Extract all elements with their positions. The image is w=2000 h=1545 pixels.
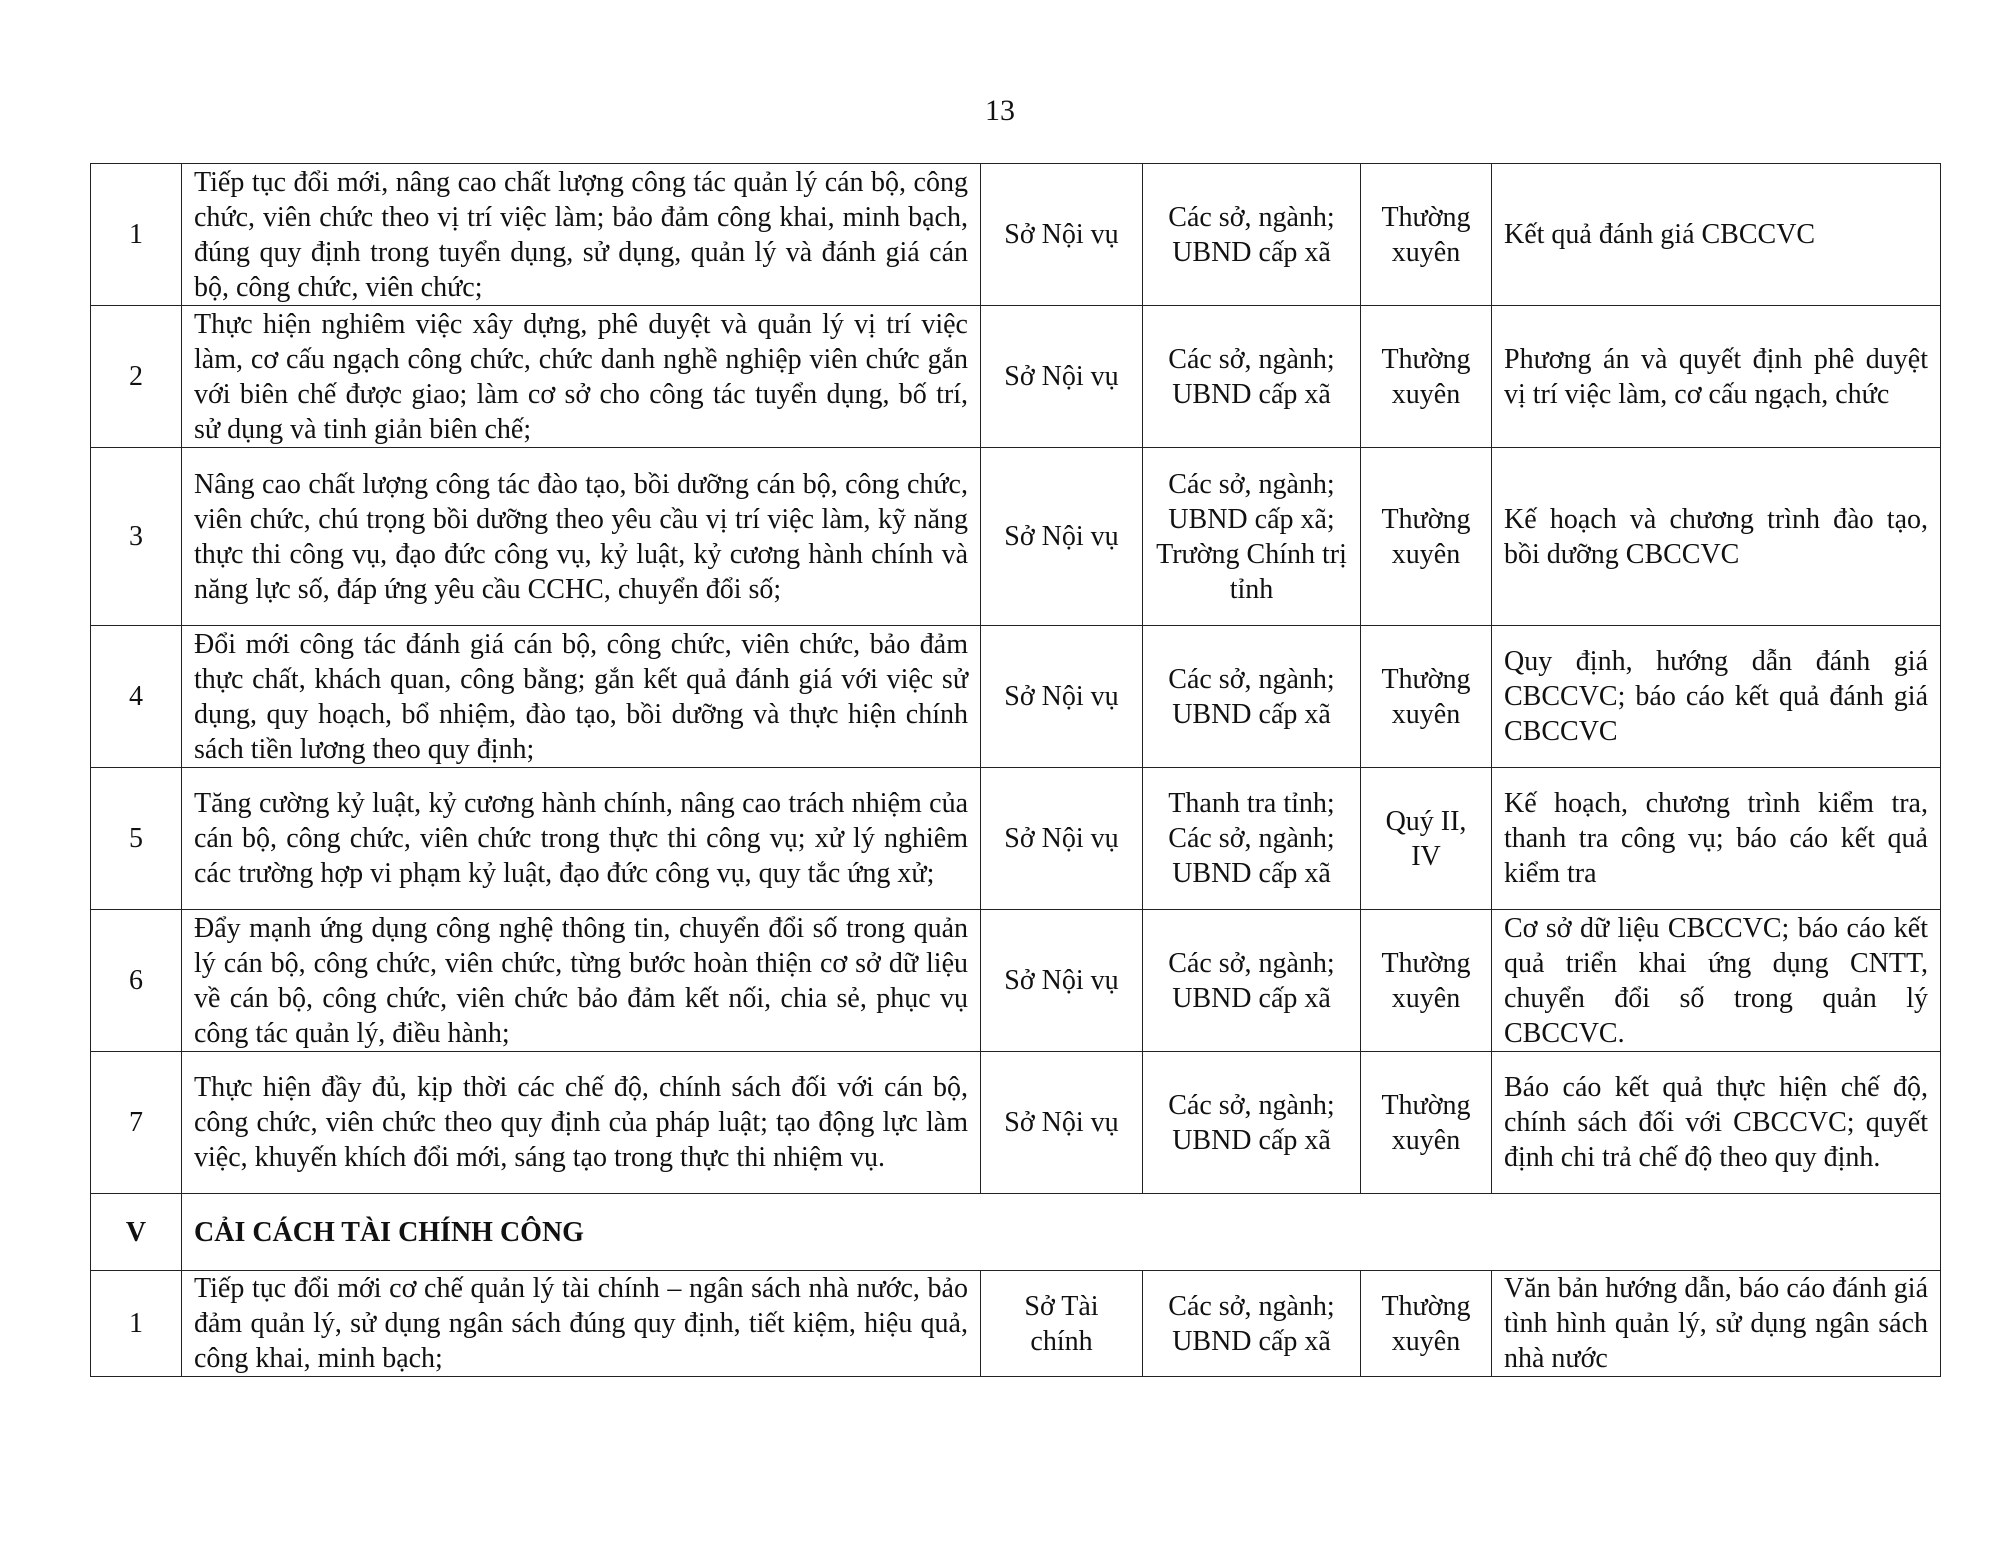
row-number: 3: [91, 448, 182, 626]
task-description: Thực hiện đầy đủ, kịp thời các chế độ, chính sách đối với cán bộ, công chức, viên chức theo quy định của pháp luật; tạo động lực làm việc, khuyến khích đổi mới, sáng tạo trong thực thi nhiệm vụ.: [182, 1052, 981, 1194]
task-description: Tăng cường kỷ luật, kỷ cương hành chính, nâng cao trách nhiệm của cán bộ, công chức, viên chức trong thực thi công vụ; xử lý nghiêm các trường hợp vi phạm kỷ luật, đạo đức công vụ, quy tắc ứng xử;: [182, 768, 981, 910]
coordinating-agency: Các sở, ngành; UBND cấp xã: [1143, 1052, 1361, 1194]
coordinating-agency: Các sở, ngành; UBND cấp xã: [1143, 164, 1361, 306]
timeline: Thường xuyên: [1361, 1052, 1492, 1194]
task-description: Đẩy mạnh ứng dụng công nghệ thông tin, chuyển đổi số trong quản lý cán bộ, công chức, viên chức, từng bước hoàn thiện cơ sở dữ liệu về cán bộ, công chức, viên chức bảo đảm kết nối, chia sẻ, phục vụ công tác quản lý, điều hành;: [182, 910, 981, 1052]
timeline: Thường xuyên: [1361, 306, 1492, 448]
lead-agency: Sở Tài chính: [981, 1271, 1143, 1377]
row-number: 7: [91, 1052, 182, 1194]
page-number: 13: [985, 94, 1015, 127]
task-description: Nâng cao chất lượng công tác đào tạo, bồi dưỡng cán bộ, công chức, viên chức, chú trọng bồi dưỡng theo yêu cầu vị trí việc làm, kỹ năng thực thi công vụ, đạo đức công vụ, kỷ luật, kỷ cương hành chính và năng lực số, đáp ứng yêu cầu CCHC, chuyển đổi số;: [182, 448, 981, 626]
row-number: 2: [91, 306, 182, 448]
lead-agency: Sở Nội vụ: [981, 626, 1143, 768]
timeline: Thường xuyên: [1361, 164, 1492, 306]
timeline: Thường xuyên: [1361, 910, 1492, 1052]
section-header-row: [91, 1194, 1941, 1271]
coordinating-agency: Các sở, ngành; UBND cấp xã: [1143, 306, 1361, 448]
timeline: Thường xuyên: [1361, 626, 1492, 768]
coordinating-agency: Các sở, ngành; UBND cấp xã: [1143, 1271, 1361, 1377]
task-description: Thực hiện nghiêm việc xây dựng, phê duyệt và quản lý vị trí việc làm, cơ cấu ngạch công chức, chức danh nghề nghiệp viên chức gắn với biên chế được giao; làm cơ sở cho công tác tuyển dụng, bố trí, sử dụng và tinh giản biên chế;: [182, 306, 981, 448]
task-description: Tiếp tục đổi mới, nâng cao chất lượng công tác quản lý cán bộ, công chức, viên chức theo vị trí việc làm; bảo đảm công khai, minh bạch, đúng quy định trong tuyển dụng, sử dụng, quản lý và đánh giá cán bộ, công chức, viên chức;: [182, 164, 981, 306]
table-row: [91, 768, 1941, 910]
timeline: Thường xuyên: [1361, 448, 1492, 626]
table-row: [91, 626, 1941, 768]
expected-result: Báo cáo kết quả thực hiện chế độ, chính sách đối với CBCCVC; quyết định chi trả chế độ theo quy định.: [1492, 1052, 1941, 1194]
lead-agency: Sở Nội vụ: [981, 768, 1143, 910]
lead-agency: Sở Nội vụ: [981, 910, 1143, 1052]
row-number: 5: [91, 768, 182, 910]
timeline: Thường xuyên: [1361, 1271, 1492, 1377]
row-number: 4: [91, 626, 182, 768]
timeline: Quý II, IV: [1361, 768, 1492, 910]
lead-agency: Sở Nội vụ: [981, 164, 1143, 306]
section-title: CẢI CÁCH TÀI CHÍNH CÔNG: [182, 1194, 1941, 1271]
coordinating-agency: Thanh tra tỉnh; Các sở, ngành; UBND cấp xã: [1143, 768, 1361, 910]
coordinating-agency: Các sở, ngành; UBND cấp xã; Trường Chính trị tỉnh: [1143, 448, 1361, 626]
task-description: Đổi mới công tác đánh giá cán bộ, công chức, viên chức, bảo đảm thực chất, khách quan, công bằng; gắn kết quả đánh giá với việc sử dụng, quy hoạch, bổ nhiệm, đào tạo, bồi dưỡng và thực hiện chính sách tiền lương theo quy định;: [182, 626, 981, 768]
lead-agency: Sở Nội vụ: [981, 306, 1143, 448]
expected-result: Kế hoạch và chương trình đào tạo, bồi dưỡng CBCCVC: [1492, 448, 1941, 626]
expected-result: Cơ sở dữ liệu CBCCVC; báo cáo kết quả triển khai ứng dụng CNTT, chuyển đổi số trong quản lý CBCCVC.: [1492, 910, 1941, 1052]
section-number: V: [91, 1194, 182, 1271]
expected-result: Phương án và quyết định phê duyệt vị trí việc làm, cơ cấu ngạch, chức: [1492, 306, 1941, 448]
coordinating-agency: Các sở, ngành; UBND cấp xã: [1143, 910, 1361, 1052]
expected-result: Văn bản hướng dẫn, báo cáo đánh giá tình hình quản lý, sử dụng ngân sách nhà nước: [1492, 1271, 1941, 1377]
expected-result: Kế hoạch, chương trình kiểm tra, thanh tra công vụ; báo cáo kết quả kiểm tra: [1492, 768, 1941, 910]
table-row: [91, 306, 1941, 448]
row-number: 1: [91, 1271, 182, 1377]
table-row: [91, 910, 1941, 1052]
table-row: [91, 1052, 1941, 1194]
row-number: 1: [91, 164, 182, 306]
table-row: [91, 164, 1941, 306]
task-table: [90, 163, 1941, 1377]
expected-result: Kết quả đánh giá CBCCVC: [1492, 164, 1941, 306]
expected-result: Quy định, hướng dẫn đánh giá CBCCVC; báo cáo kết quả đánh giá CBCCVC: [1492, 626, 1941, 768]
task-description: Tiếp tục đổi mới cơ chế quản lý tài chính – ngân sách nhà nước, bảo đảm quản lý, sử dụng ngân sách đúng quy định, tiết kiệm, hiệu quả, công khai, minh bạch;: [182, 1271, 981, 1377]
table-row: [91, 1271, 1941, 1377]
lead-agency: Sở Nội vụ: [981, 448, 1143, 626]
coordinating-agency: Các sở, ngành; UBND cấp xã: [1143, 626, 1361, 768]
row-number: 6: [91, 910, 182, 1052]
table-row: [91, 448, 1941, 626]
lead-agency: Sở Nội vụ: [981, 1052, 1143, 1194]
